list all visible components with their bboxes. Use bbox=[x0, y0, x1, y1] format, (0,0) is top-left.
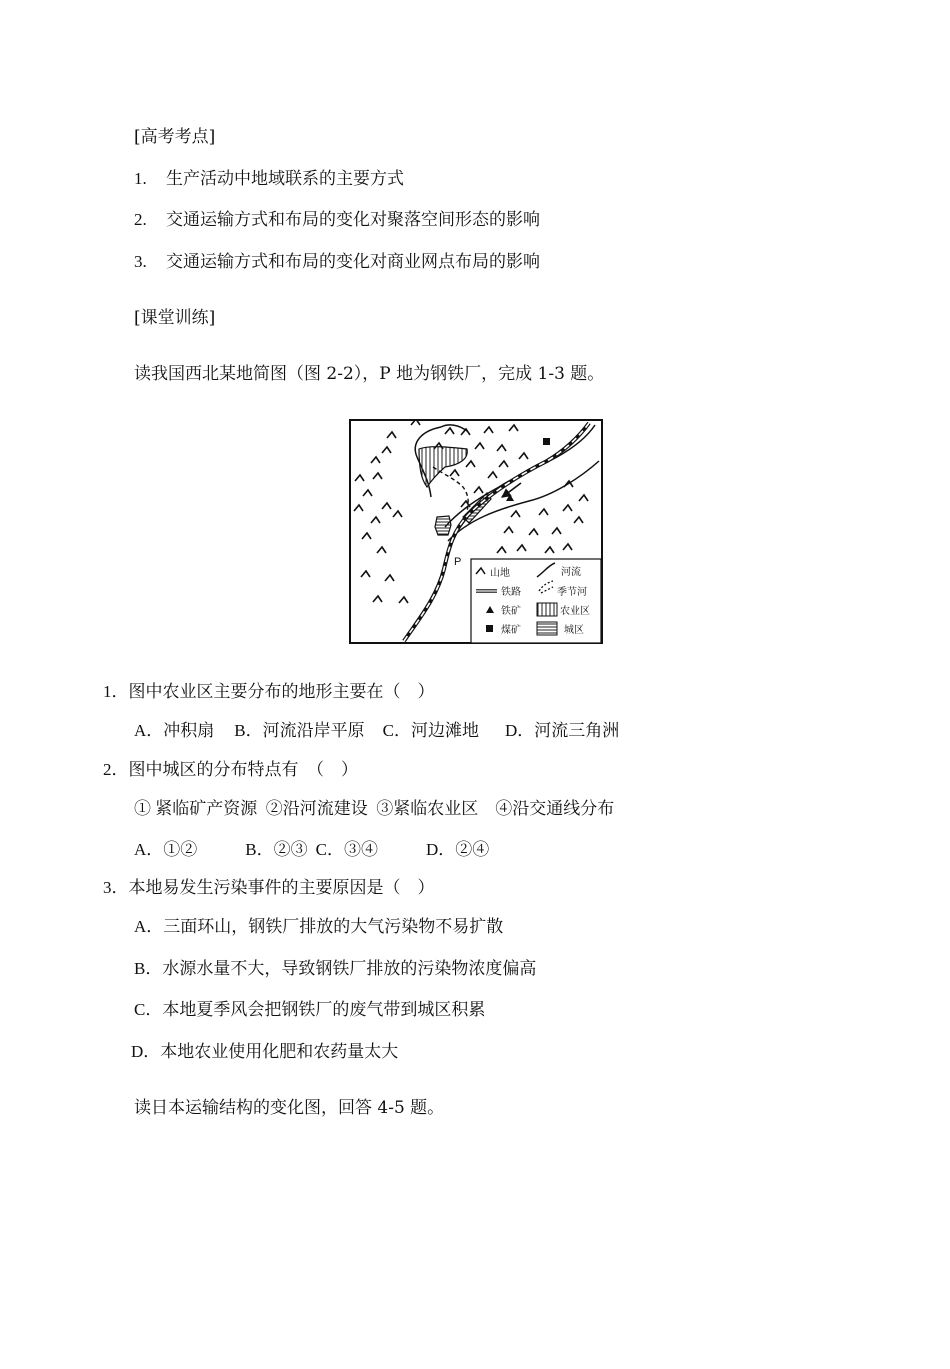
option-d: D．②④ bbox=[425, 840, 490, 859]
map-legend bbox=[471, 559, 601, 643]
label-p: P bbox=[454, 556, 462, 568]
section-class-heading: [课堂训练] bbox=[134, 308, 216, 328]
question-2-stem: 2．图中城区的分布特点有 （ ） bbox=[103, 760, 358, 779]
question-3-stem: 3．本地易发生污染事件的主要原因是（ ） bbox=[103, 878, 435, 897]
coal-mine-symbol bbox=[543, 438, 550, 445]
exam-point-3 bbox=[134, 251, 540, 273]
option-c: C．河边滩地 bbox=[382, 721, 479, 740]
legend-coal-mine: 煤矿 bbox=[501, 625, 521, 636]
legend-urban-area: 城区 bbox=[564, 625, 584, 636]
intro-text-1: 读我国西北某地简图（图 2-2），P 地为钢铁厂，完成 1-3 题。 bbox=[134, 364, 605, 384]
urban-area-1 bbox=[435, 516, 451, 535]
option-d: D．河流三角洲 bbox=[504, 721, 620, 740]
exam-point-2 bbox=[134, 209, 540, 231]
question-1-stem: 1．图中农业区主要分布的地形主要在（ ） bbox=[103, 682, 435, 701]
question-3-option-a: A．三面环山，钢铁厂排放的大气污染物不易扩散 bbox=[134, 917, 504, 936]
legend-farm-area: 农业区 bbox=[560, 606, 590, 617]
question-3-option-b: B．水源水量不大，导致钢铁厂排放的污染物浓度偏高 bbox=[134, 959, 537, 978]
question-2-options bbox=[134, 839, 489, 861]
legend-railway: 铁路 bbox=[501, 587, 521, 598]
exam-point-number: 3. bbox=[134, 252, 147, 271]
exam-point-text: 交通运输方式和布局的变化对聚落空间形态的影响 bbox=[166, 210, 540, 230]
question-2-statements: ① 紧临矿产资源 ②沿河流建设 ③紧临农业区 ④沿交通线分布 bbox=[134, 799, 615, 818]
question-3-option-d: D．本地农业使用化肥和农药量太大 bbox=[131, 1042, 399, 1061]
option-a: A．①② bbox=[134, 840, 198, 859]
question-1-options bbox=[134, 720, 619, 742]
legend-iron-mine: 铁矿 bbox=[501, 606, 521, 617]
exam-point-number: 2. bbox=[134, 210, 147, 229]
legend-mountain: 山地 bbox=[490, 568, 510, 579]
legend-river: 河流 bbox=[561, 567, 581, 578]
option-b: B．河流沿岸平原 bbox=[234, 721, 365, 740]
option-c: C．③④ bbox=[315, 840, 378, 859]
option-a: A．冲积扇 bbox=[134, 721, 215, 740]
question-3-option-c: C．本地夏季风会把钢铁厂的废气带到城区积累 bbox=[134, 1000, 486, 1019]
section-exam-heading: [高考考点] bbox=[134, 127, 216, 147]
region-map bbox=[349, 419, 603, 644]
option-b: B．②③ bbox=[245, 840, 308, 859]
exam-point-text: 交通运输方式和布局的变化对商业网点布局的影响 bbox=[166, 252, 540, 272]
intro-text-2: 读日本运输结构的变化图，回答 4-5 题。 bbox=[134, 1098, 445, 1118]
exam-point-1 bbox=[134, 168, 404, 190]
legend-seasonal-river: 季节河 bbox=[557, 587, 587, 598]
exam-point-text: 生产活动中地域联系的主要方式 bbox=[166, 169, 404, 189]
exam-point-number: 1. bbox=[134, 169, 147, 188]
